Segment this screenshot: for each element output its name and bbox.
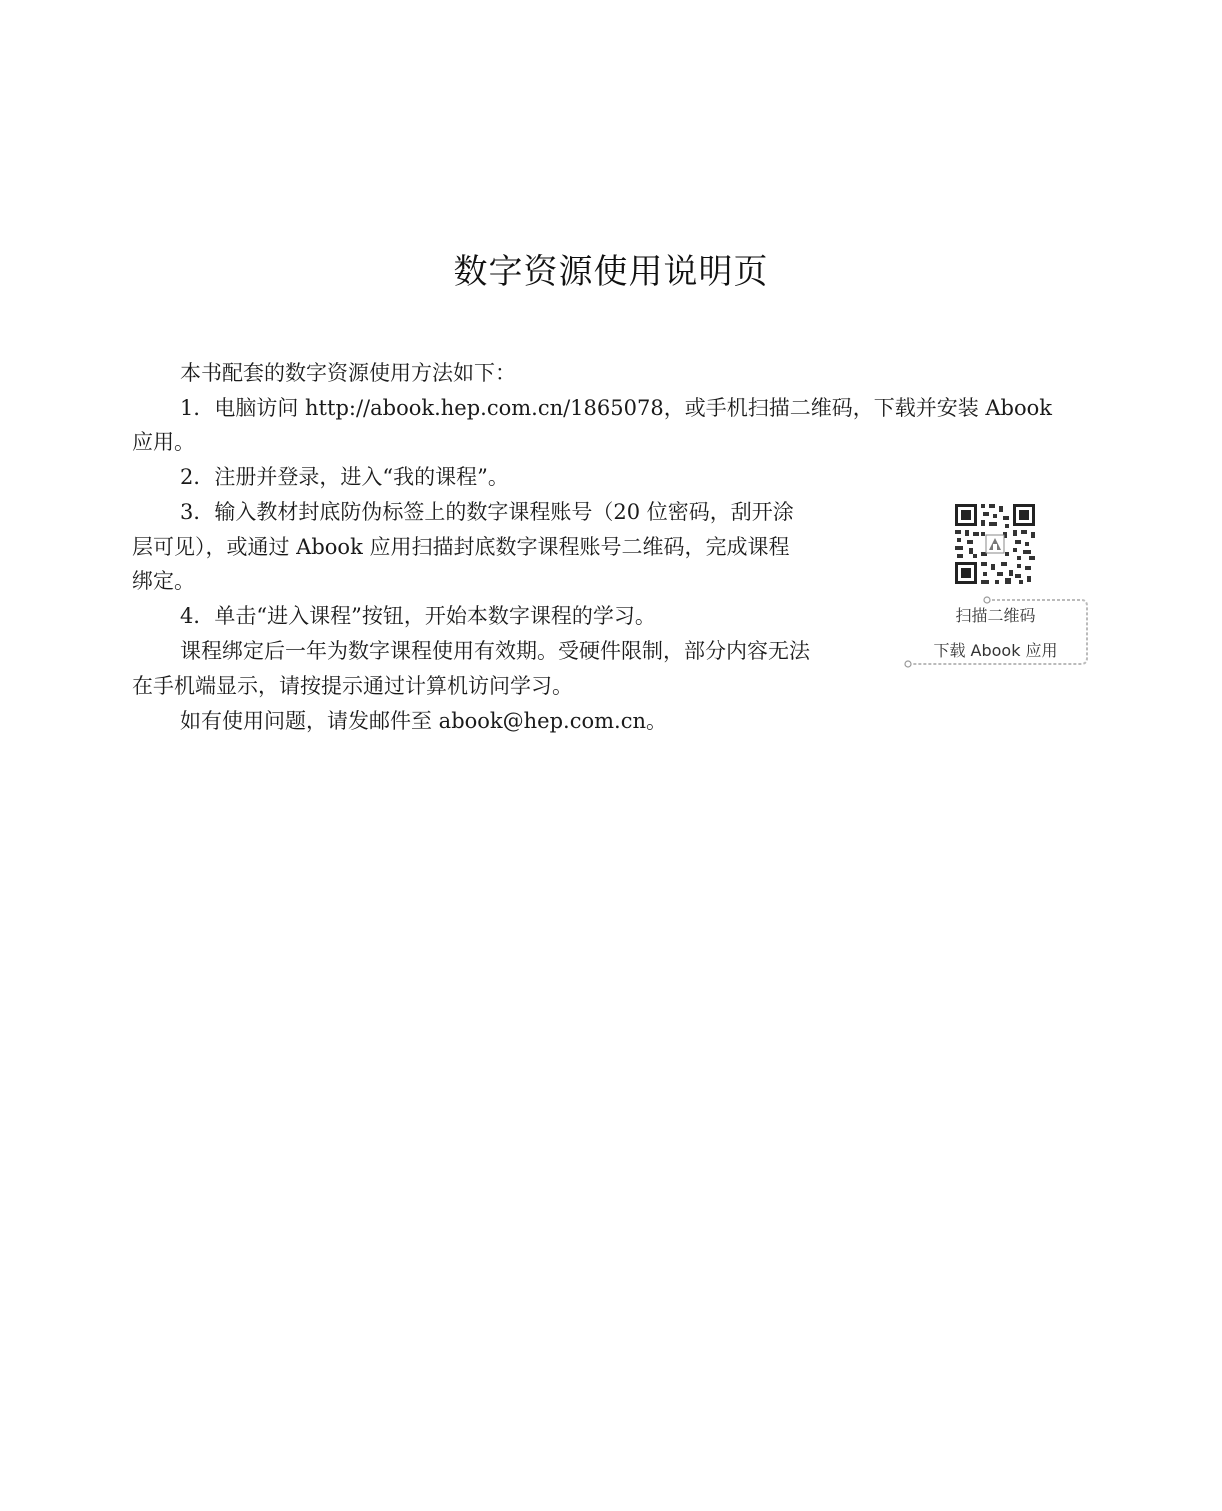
step-1-line-2: 应用。	[132, 430, 195, 454]
qr-download-box	[903, 496, 1088, 668]
step-3-line-2: 层可见），或通过 Abook 应用扫描封底数字课程账号二维码，完成课程	[132, 535, 790, 559]
validity-line-1: 课程绑定后一年为数字课程使用有效期。受硬件限制，部分内容无法	[180, 639, 810, 663]
qr-caption-download: 下载 Abook 应用	[933, 641, 1058, 660]
step-2-paragraph: 2．注册并登录，进入“我的课程”。	[180, 465, 509, 489]
step-3-line-1: 3．输入教材封底防伪标签上的数字课程账号（20 位密码，刮开涂	[180, 500, 794, 524]
step-1-line-1: 1．电脑访问 http://abook.hep.com.cn/1865078，或手机扫描二维码，下载并安装 Abook	[180, 396, 1053, 420]
contact-paragraph: 如有使用问题，请发邮件至 abook@hep.com.cn。	[180, 709, 667, 733]
qr-caption-scan: 扫描二维码	[955, 606, 1036, 625]
qr-code-icon[interactable]	[953, 502, 1037, 586]
step-3-line-3: 绑定。	[132, 569, 195, 593]
validity-line-2: 在手机端显示，请按提示通过计算机访问学习。	[132, 674, 573, 698]
step-4-paragraph: 4．单击“进入课程”按钮，开始本数字课程的学习。	[180, 604, 656, 628]
page-title: 数字资源使用说明页	[453, 252, 769, 292]
intro-paragraph: 本书配套的数字资源使用方法如下：	[180, 361, 516, 385]
